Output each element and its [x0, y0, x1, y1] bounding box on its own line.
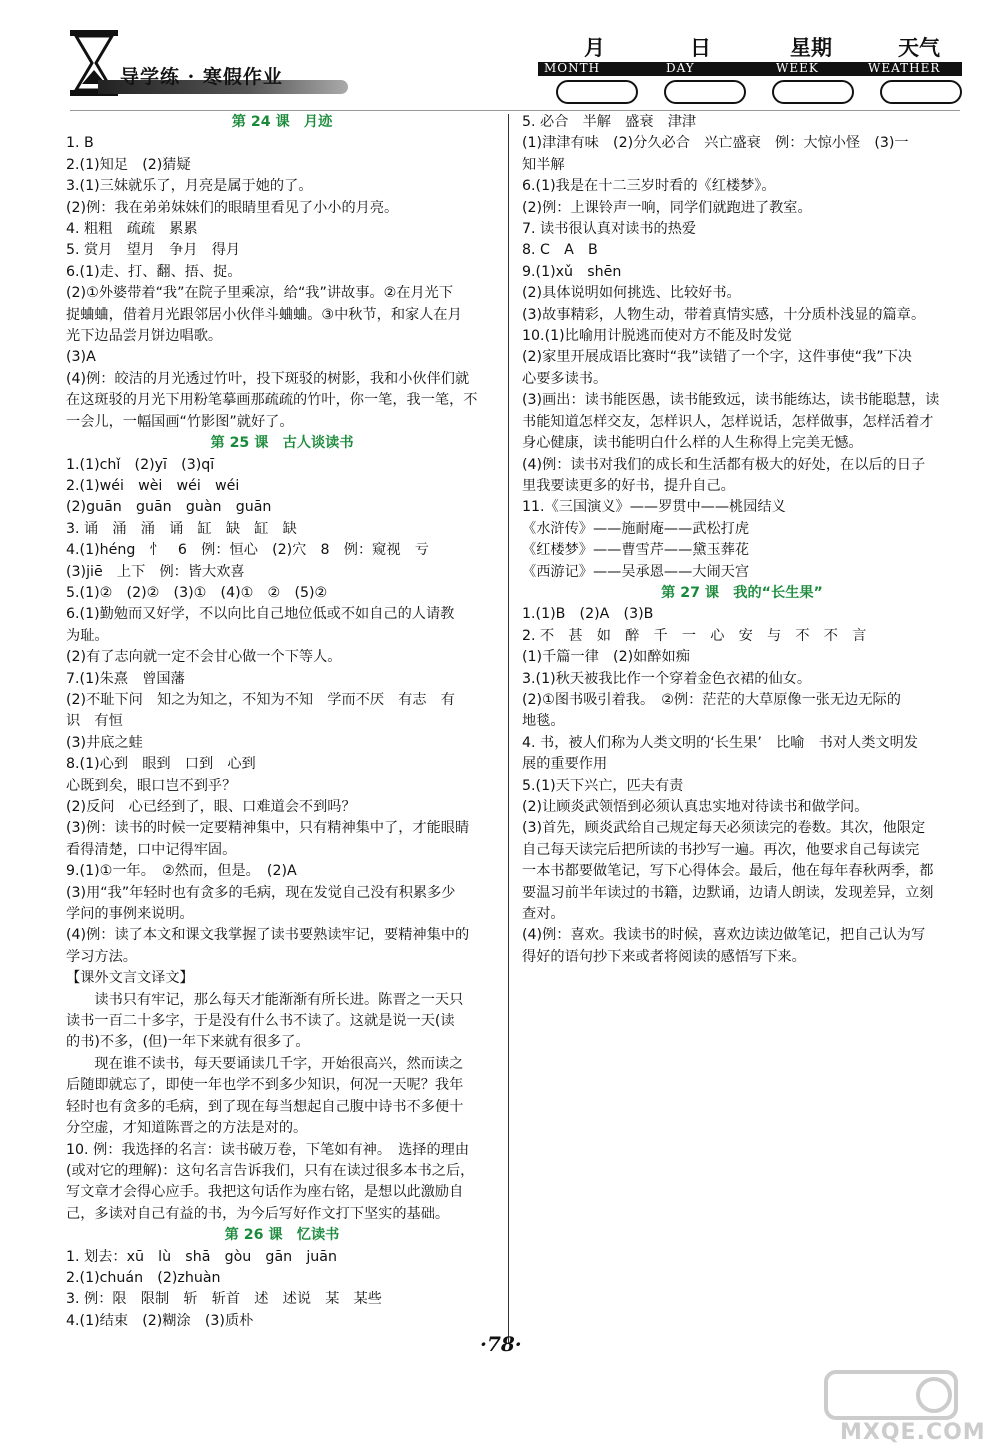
answer-line: 要温习前半年读过的书籍，边默诵，边请人朗读，发现差异，立刻 — [522, 884, 934, 901]
brand-title: 导学练 · 寒假作业 — [120, 66, 283, 88]
answer-line: 《西游记》——吴承恩——大闹天宫 — [522, 563, 750, 580]
answer-line: 自己每天读完后把所读的书抄写一遍。再次，他要求自己每读完 — [522, 841, 920, 858]
weather-label: 天气 — [898, 35, 940, 60]
answer-line: 光下边品尝月饼边唱歌。 — [66, 328, 223, 345]
page-header — [0, 0, 1000, 110]
lesson-title: 第 27 课 我的“长生果” — [661, 584, 823, 601]
answer-line: 现在谁不读书，每天要诵读几千字，开始很高兴，然而读之 — [94, 1055, 464, 1072]
answer-line: 3.(1)三妹就乐了，月亮是属于她的了。 — [66, 178, 313, 195]
answer-line: (4)例：喜欢。我读书的时候，喜欢边读边做笔记，把自己认为写 — [522, 927, 926, 944]
answer-line: 4.(1)结束 (2)糊涂 (3)质朴 — [66, 1312, 254, 1329]
week-en: WEEK — [776, 61, 819, 75]
answer-line: (2)有了志向就一定不会甘心做一个下等人。 — [66, 649, 342, 666]
day-field[interactable] — [664, 80, 746, 104]
answer-line: 书能知道怎样交友，怎样识人，怎样说话，怎样做事，怎样活着才 — [522, 413, 934, 430]
lesson-title: 第 25 课 古人谈读书 — [210, 435, 354, 452]
lesson-title: 第 24 课 月迹 — [231, 114, 333, 130]
answer-line: 4.(1)héng 忄 6 例：恒心 (2)穴 8 例：窥视 亏 — [66, 542, 429, 559]
english-label-bar — [538, 62, 962, 76]
month-en: MONTH — [544, 61, 601, 75]
answer-line: 7. 读书很认真对读书的热爱 — [522, 221, 697, 238]
answer-line: 看得清楚，口中记得牢固。 — [66, 841, 237, 858]
header-rule — [70, 110, 960, 111]
answer-line: 里我要读更多的好书，提升自己。 — [522, 477, 735, 494]
date-labels — [540, 32, 960, 58]
answer-line: 写文章才会得心应手。我把这句话作为座右铭，是想以此激励自 — [66, 1184, 464, 1201]
answer-line: (3)用“我”年轻时也有贪多的毛病，现在发觉自己没有积累多少 — [66, 884, 456, 901]
answer-line: 4. 粗粗 疏疏 累累 — [66, 221, 198, 238]
answer-line: 2.(1)wéi wèi wéi wéi — [66, 477, 240, 494]
weather-field[interactable] — [880, 80, 962, 104]
answer-line: 得好的语句抄下来或者将阅读的感悟写下来。 — [522, 948, 806, 965]
answer-line: 2. 不 甚 如 醉 千 一 心 安 与 不 不 言 — [522, 627, 867, 644]
answer-line: 一会儿，一幅国画“竹影图”就好了。 — [66, 413, 294, 430]
answer-line: 捉蛐蛐，借着月光跟邻居小伙伴斗蛐蛐。③中秋节，和家人在月 — [66, 306, 462, 323]
answer-line: 6.(1)勤勉而又好学，不以向比自己地位低或不如自己的人请教 — [66, 606, 455, 623]
answer-line: 读书一百二十多字，于是没有什么书不读了。这就是说一天(读 — [66, 1013, 455, 1030]
answer-line: 为耻。 — [66, 627, 109, 644]
answer-line: 己，多读对自己有益的书，为今后写好作文打下坚实的基础。 — [66, 1205, 450, 1222]
answer-line: 后随即就忘了，即使一年也学不到多少知识，何况一天呢？我年 — [66, 1077, 464, 1094]
answer-line: (2)例：我在弟弟妹妹们的眼睛里看见了小小的月亮。 — [66, 199, 399, 216]
answer-line: (4)例：读了本文和课文我掌握了读书要熟读牢记，要精神集中的 — [66, 927, 470, 944]
answer-line: (或对它的理解)：这句名言告诉我们，只有在读过很多本书之后， — [66, 1162, 475, 1179]
answer-line: (3)故事精彩，人物生动，带着真情实感，十分质朴浅显的篇章。 — [522, 306, 926, 323]
answer-line: 地毯。 — [522, 713, 565, 730]
answer-line: 展的重要作用 — [522, 756, 608, 773]
answer-line: 6.(1)我是在十二三岁时看的《红楼梦》。 — [522, 178, 776, 195]
answer-line: 4. 书，被人们称为人类文明的‘长生果’ 比喻 书对人类文明发 — [522, 734, 918, 751]
answer-line: 【课外文言文译文】 — [66, 970, 194, 987]
answer-line: 3. 诵 涌 涌 诵 缸 缺 缸 缺 — [66, 520, 297, 537]
day-label: 日 — [690, 35, 711, 60]
answer-line: (2)①图书吸引着我。 ②例：茫茫的大草原像一张无边无际的 — [522, 691, 901, 708]
answer-line: (2)家里开展成语比赛时“我”读错了一个字，这件事使“我”下决 — [522, 349, 912, 366]
answer-line: (4)例：读书对我们的成长和生活都有极大的好处，在以后的日子 — [522, 456, 926, 473]
left-column — [66, 112, 498, 1332]
answer-line: 心既到矣，眼口岂不到乎？ — [66, 777, 237, 794]
answer-line: (2)guān guān guàn guān — [66, 499, 272, 516]
answer-line: 1. B — [66, 135, 94, 152]
answer-line: 5. 赏月 望月 争月 得月 — [66, 242, 241, 259]
answer-line: 在这斑驳的月光下用粉笔摹画那疏疏的竹叶，你一笔，我一笔，不 — [66, 392, 478, 409]
answer-line: (4)例：皎洁的月光透过竹叶，投下斑驳的树影，我和小伙伴们就 — [66, 370, 470, 387]
answer-line: (3)首先，顾炎武给自己规定每天必须读完的卷数。其次，他限定 — [522, 820, 926, 837]
month-field[interactable] — [556, 80, 638, 104]
answer-line: 身心健康，读书能明白什么样的人生称得上完美无憾。 — [522, 435, 863, 452]
weather-en: WEATHER — [868, 61, 941, 75]
answer-line: 心要多读书。 — [522, 370, 608, 387]
answer-line: 识 有恒 — [66, 713, 123, 730]
answer-line: 学问的事例来说明。 — [66, 906, 194, 923]
answer-line: 6.(1)走、打、翻、捂、捉。 — [66, 263, 242, 280]
answer-line: 知半解 — [522, 156, 565, 173]
answer-line: 9.(1)xǔ shēn — [522, 263, 622, 280]
date-fields — [550, 80, 970, 104]
answer-line: 一本书都要做笔记，写下心得体会。最后，他在每年春秋两季，都 — [522, 863, 934, 880]
answer-line: 10.(1)比喻用计脱逃而使对方不能及时发觉 — [522, 328, 792, 345]
watermark-site: MXQE.COM — [840, 1420, 986, 1445]
answer-line: 1. 划去：xū lù shā gòu gān juān — [66, 1248, 337, 1265]
answer-line: 3.(1)秋天被我比作一个穿着金色衣裙的仙女。 — [522, 670, 812, 687]
brand-logo — [60, 28, 350, 100]
answer-line: 1.(1)chǐ (2)yī (3)qī — [66, 456, 215, 473]
answer-line: 8.(1)心到 眼到 口到 心到 — [66, 756, 256, 773]
answer-line: 2.(1)chuán (2)zhuàn — [66, 1269, 221, 1286]
answer-line: (3)例：读书的时候一定要精神集中，只有精神集中了，才能眼睛 — [66, 820, 470, 837]
answer-line: 5.(1)② (2)② (3)① (4)① ② (5)② — [66, 584, 328, 601]
answer-line: (2)具体说明如何挑选、比较好书。 — [522, 285, 741, 302]
answer-line: 《水浒传》——施耐庵——武松打虎 — [522, 520, 750, 537]
answer-line: (3)A — [66, 349, 96, 366]
week-label: 星期 — [790, 35, 832, 60]
answer-line: (1)津津有味 (2)分久必合 兴亡盛衰 例：大惊小怪 (3)一 — [522, 135, 909, 152]
answer-line: 查对。 — [522, 906, 565, 923]
column-divider — [508, 114, 509, 1344]
month-label: 月 — [584, 35, 605, 60]
answer-line: (2)不耻下问 知之为知之，不知为不知 学而不厌 有志 有 — [66, 691, 455, 708]
answer-line: 7.(1)朱熹 曾国藩 — [66, 670, 185, 687]
answer-line: 8. C A B — [522, 242, 598, 259]
answer-line: 1.(1)B (2)A (3)B — [522, 606, 654, 623]
right-column — [522, 112, 962, 968]
lesson-title: 第 26 课 忆读书 — [224, 1227, 340, 1244]
answer-line: 的书)不多，(但)一年下来就有很多了。 — [66, 1034, 310, 1051]
answer-line: 2.(1)知足 (2)猜疑 — [66, 156, 191, 173]
page-number: ·78· — [480, 1332, 522, 1356]
answer-line: 轻时也有贪多的毛病，到了现在每当想起自己腹中诗书不多便十 — [66, 1098, 464, 1115]
answer-line: 9.(1)①一年。 ②然而，但是。 (2)A — [66, 863, 297, 880]
answer-line: (2)①外婆带着“我”在院子里乘凉，给“我”讲故事。②在月光下 — [66, 285, 454, 302]
answer-line: 10. 例：我选择的名言：读书破万卷，下笔如有神。 选择的理由 — [66, 1141, 470, 1158]
day-en: DAY — [666, 61, 695, 75]
answer-line: 分空虚，才知道陈晋之的方法是对的。 — [66, 1120, 308, 1137]
answer-line: 3. 例：限 限制 斩 斩首 述 述说 某 某些 — [66, 1291, 382, 1308]
answer-line: 《红楼梦》——曹雪芹——黛玉葬花 — [522, 542, 750, 559]
answer-line: 5.(1)天下兴亡，匹夫有责 — [522, 777, 684, 794]
answer-line: (2)反问 心已经到了，眼、口难道会不到吗？ — [66, 799, 356, 815]
week-field[interactable] — [772, 80, 854, 104]
answer-line: (3)井底之蛙 — [66, 734, 143, 751]
answer-line: (3)画出：读书能医愚，读书能致远，读书能练达，读书能聪慧，读 — [522, 392, 940, 409]
answer-line: (2)例：上课铃声一响，同学们就跑进了教室。 — [522, 199, 812, 216]
answer-line: 读书只有牢记，那么每天才能渐渐有所长进。陈晋之一天只 — [94, 991, 464, 1008]
answer-line: 5. 必合 半解 盛衰 津津 — [522, 114, 697, 130]
answer-line: (2)让顾炎武领悟到必须认真忠实地对待读书和做学问。 — [522, 799, 869, 815]
answer-line: 11.《三国演义》——罗贯中——桃园结义 — [522, 499, 786, 516]
answer-line: (1)千篇一律 (2)如醉如痴 — [522, 649, 690, 666]
answer-line: 学习方法。 — [66, 948, 137, 965]
answer-line: (3)jiē 上下 例：皆大欢喜 — [66, 563, 245, 580]
